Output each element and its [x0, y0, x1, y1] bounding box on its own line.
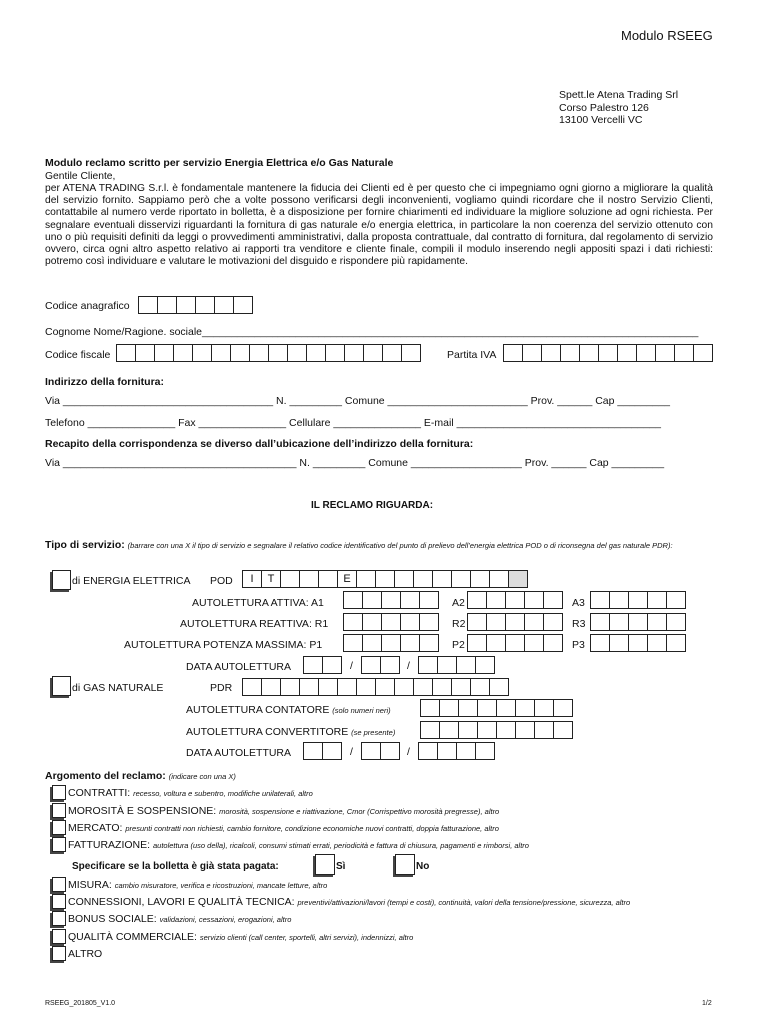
- bolletta-question: Specificare se la bolletta è già stata pagata:: [72, 861, 279, 872]
- pod-label: POD: [210, 575, 233, 587]
- argomento-item-mercato: [68, 822, 499, 834]
- r3-field[interactable]: [590, 613, 685, 631]
- argomento-note: (indicare con una X): [168, 772, 236, 781]
- a3-field[interactable]: [590, 591, 685, 609]
- intro-paragraph: per ATENA TRADING S.r.l. è fondamentale mantenere la fiducia dei Clienti ed è per questo che ci impegniamo ogni giorno a migliorare la qualità del servizio fornito. Sappiamo però che a volte possono verificarsi degli inconvenienti, vogliamo quindi ricordare che il nostro Servizio Clienti, contattabile al numero verde riportato in bolletta, è a disposizione per fornire chiarimenti ed individuare la migliore soluzione ad ogni richiesta. Per segnalare eventuali disservizi riguardanti la fornitura di gas naturale e/o energia elettrica, in particolare la non coerenza del servizio ottenuto con uno o più requisiti definiti da leggi o provvedimenti amministrativi, dalla proposta contrattuale, dal contratto di fornitura, dal regolamento di servizio ovvero, circa ogni altro aspetto relativo ai rapporti tra venditore e cliente finale, compili il modulo inserendo negli appositi spazi i dati richiesti: potremo così individuare e valutare le motivazioni del disguido e rispondere più rapidamente.: [45, 183, 713, 268]
- via-line-corrispondenza[interactable]: Via ________________________________________ N. _________ Comune ___________________ Prov. ______ Cap _________: [45, 457, 665, 469]
- tipo-servizio: [45, 540, 715, 551]
- data-energia-day[interactable]: [303, 656, 341, 674]
- data-energia-month[interactable]: [361, 656, 399, 674]
- pod-cell[interactable]: E: [337, 570, 357, 588]
- pod-cell[interactable]: T: [261, 570, 281, 588]
- p3-field[interactable]: [590, 634, 685, 652]
- footer-code: RSEEG_201805_V1.0: [45, 1000, 116, 1007]
- a1-field[interactable]: [343, 591, 438, 609]
- autolettura-contatore-label: AUTOLETTURA CONTATORE: [186, 704, 330, 716]
- r2-label: R2: [452, 618, 466, 630]
- argomento-label: Argomento del reclamo:: [45, 770, 166, 782]
- fatturazione-checkbox[interactable]: [52, 837, 66, 852]
- argomento-item-desc: cambio misuratore, verifica e ricostruzioni, mancate letture, altro: [114, 881, 328, 890]
- data-autolettura-energia-label: DATA AUTOLETTURA: [186, 661, 292, 673]
- autolettura-reattiva-label: AUTOLETTURA REATTIVA: R1: [180, 618, 329, 630]
- energia-label: di ENERGIA ELETTRICA: [72, 575, 191, 587]
- p1-field[interactable]: [343, 634, 438, 652]
- bolletta-si-checkbox[interactable]: [315, 854, 335, 875]
- partita-iva-field[interactable]: [503, 344, 712, 362]
- argomento-item-title: QUALITÀ COMMERCIALE:: [68, 931, 197, 943]
- argomento-item-desc: autolettura (uso della), ricalcoli, consumi stimati errati, periodicità e fattura di chiusura, pagamenti e rimborsi, altro: [152, 841, 529, 850]
- r2-field[interactable]: [467, 613, 562, 631]
- partita-iva-label: Partita IVA: [447, 349, 497, 361]
- autolettura-contatore: [186, 704, 391, 716]
- bolletta-si-label: Sì: [336, 861, 346, 872]
- tipo-servizio-label: Tipo di servizio:: [45, 539, 125, 551]
- data-gas-month[interactable]: [361, 742, 399, 760]
- energia-checkbox[interactable]: [52, 570, 71, 590]
- argomento-item-title: FATTURAZIONE:: [68, 839, 151, 851]
- argomento-item-desc: recesso, voltura e subentro, modifiche unilaterali, altro: [133, 789, 313, 798]
- argomento-item-title: BONUS SOCIALE:: [68, 913, 157, 925]
- argomento-item-desc: morosità, sospensione e riattivazione, Cmor (Corrispettivo morosità pregresse), altro: [219, 807, 500, 816]
- argomento-item-desc: servizio clienti (call center, sportelli, altri servizi), indennizzi, altro: [199, 933, 414, 942]
- morosita-checkbox[interactable]: [52, 803, 66, 818]
- argomento-item-altro: ALTRO: [68, 948, 103, 960]
- form-title: Modulo reclamo scritto per servizio Energia Elettrica e/o Gas Naturale: [45, 157, 394, 169]
- argomento-item-title: CONNESSIONI, LAVORI E QUALITÀ TECNICA:: [68, 896, 295, 908]
- indirizzo-title: Indirizzo della fornitura:: [45, 376, 165, 388]
- a3-label: A3: [572, 597, 585, 609]
- misura-checkbox[interactable]: [52, 877, 66, 892]
- autolettura-contatore-note: (solo numeri neri): [332, 706, 391, 715]
- greeting: Gentile Cliente,: [45, 171, 116, 182]
- tipo-servizio-note: (barrare con una X il tipo di servizio e segnalare il relativo codice identificativo del punto di prelievo dell’energia elettrica POD o di riconsegna del gas naturale PDR):: [127, 541, 673, 550]
- argomento-item-morosita: [68, 805, 499, 817]
- contatore-field[interactable]: [420, 699, 572, 717]
- pdr-label: PDR: [210, 682, 233, 694]
- codice-fiscale-label: Codice fiscale: [45, 349, 111, 361]
- recipient-line: 13100 Vercelli VC: [559, 114, 643, 126]
- connessioni-checkbox[interactable]: [52, 894, 66, 909]
- argomento-item-misura: [68, 879, 327, 891]
- codice-anagrafico-field[interactable]: [138, 296, 252, 314]
- qualita-commerciale-checkbox[interactable]: [52, 929, 66, 944]
- cognome-nome-field[interactable]: Cognome Nome/Ragione. sociale_____________________________________________________________________________________: [45, 326, 699, 338]
- argomento-item-fatturazione: [68, 839, 529, 851]
- data-gas-day[interactable]: [303, 742, 341, 760]
- contact-line[interactable]: Telefono _______________ Fax _______________ Cellulare _______________ E-mail ___________________________________: [45, 417, 661, 429]
- codice-anagrafico-label: Codice anagrafico: [45, 300, 130, 312]
- module-title: Modulo RSEEG: [621, 28, 713, 43]
- altro-checkbox[interactable]: [52, 946, 66, 961]
- contratti-checkbox[interactable]: [52, 785, 66, 800]
- argomento-item-desc: validazioni, cessazioni, erogazioni, altro: [159, 915, 292, 924]
- recipient-line: Corso Palestro 126: [559, 101, 649, 114]
- argomento-item-title: MISURA:: [68, 879, 112, 891]
- date-separator: /: [407, 660, 410, 672]
- pod-field[interactable]: [242, 570, 527, 588]
- argomento-item-title: MOROSITÀ E SOSPENSIONE:: [68, 805, 217, 817]
- recipient-address: [559, 89, 678, 127]
- pdr-field[interactable]: [242, 678, 508, 696]
- gas-checkbox[interactable]: [52, 676, 71, 696]
- a2-field[interactable]: [467, 591, 562, 609]
- convertitore-field[interactable]: [420, 721, 572, 739]
- pod-cell[interactable]: [280, 570, 300, 588]
- pod-cell[interactable]: [299, 570, 319, 588]
- p2-field[interactable]: [467, 634, 562, 652]
- bolletta-no-checkbox[interactable]: [395, 854, 415, 875]
- autolettura-convertitore-note: (se presente): [351, 728, 396, 737]
- page-number: 1/2: [702, 1000, 712, 1007]
- recipient-line: Spett.le Atena Trading Srl: [559, 89, 679, 101]
- autolettura-potenza-label: AUTOLETTURA POTENZA MASSIMA: P1: [124, 639, 323, 651]
- gas-label: di GAS NATURALE: [72, 682, 164, 694]
- argomento: [45, 770, 236, 782]
- argomento-item-title: MERCATO:: [68, 822, 123, 834]
- date-separator: /: [407, 746, 410, 758]
- argomento-item-bonus: [68, 913, 291, 925]
- argomento-item-title: CONTRATTI:: [68, 787, 131, 799]
- autolettura-convertitore: [186, 726, 395, 738]
- recapito-title: Recapito della corrispondenza se diverso dall’ubicazione dell’indirizzo della fornitura:: [45, 438, 474, 450]
- p3-label: P3: [572, 639, 585, 651]
- autolettura-convertitore-label: AUTOLETTURA CONVERTITORE: [186, 726, 349, 738]
- argomento-item-contratti: [68, 787, 313, 799]
- mercato-checkbox[interactable]: [52, 820, 66, 835]
- data-gas-year[interactable]: [418, 742, 494, 760]
- date-separator: /: [350, 660, 353, 672]
- r1-field[interactable]: [343, 613, 438, 631]
- reclamo-title: IL RECLAMO RIGUARDA:: [311, 500, 434, 511]
- pod-cell[interactable]: [318, 570, 338, 588]
- via-line[interactable]: Via ____________________________________ N. _________ Comune ________________________ Prov. ______ Cap _________: [45, 395, 670, 407]
- date-separator: /: [350, 746, 353, 758]
- argomento-item-desc: preventivi/attivazioni/lavori (tempi e costi), continuità, valori della tensione/pressione, sicurezza, altro: [297, 898, 631, 907]
- argomento-item-connessioni: [68, 896, 630, 908]
- r3-label: R3: [572, 618, 586, 630]
- autolettura-attiva-label: AUTOLETTURA ATTIVA: A1: [192, 597, 324, 609]
- argomento-item-desc: presunti contratti non richiesti, cambio fornitore, condizione economiche nuovi contratti, doppia fatturazione, altro: [125, 824, 499, 833]
- argomento-item-qualita: [68, 931, 413, 943]
- p2-label: P2: [452, 639, 465, 651]
- pod-cell[interactable]: I: [242, 570, 262, 588]
- bolletta-no-label: No: [416, 861, 430, 872]
- data-energia-year[interactable]: [418, 656, 494, 674]
- codice-fiscale-field[interactable]: [116, 344, 420, 362]
- bonus-sociale-checkbox[interactable]: [52, 911, 66, 926]
- data-autolettura-gas-label: DATA AUTOLETTURA: [186, 747, 292, 759]
- a2-label: A2: [452, 597, 465, 609]
